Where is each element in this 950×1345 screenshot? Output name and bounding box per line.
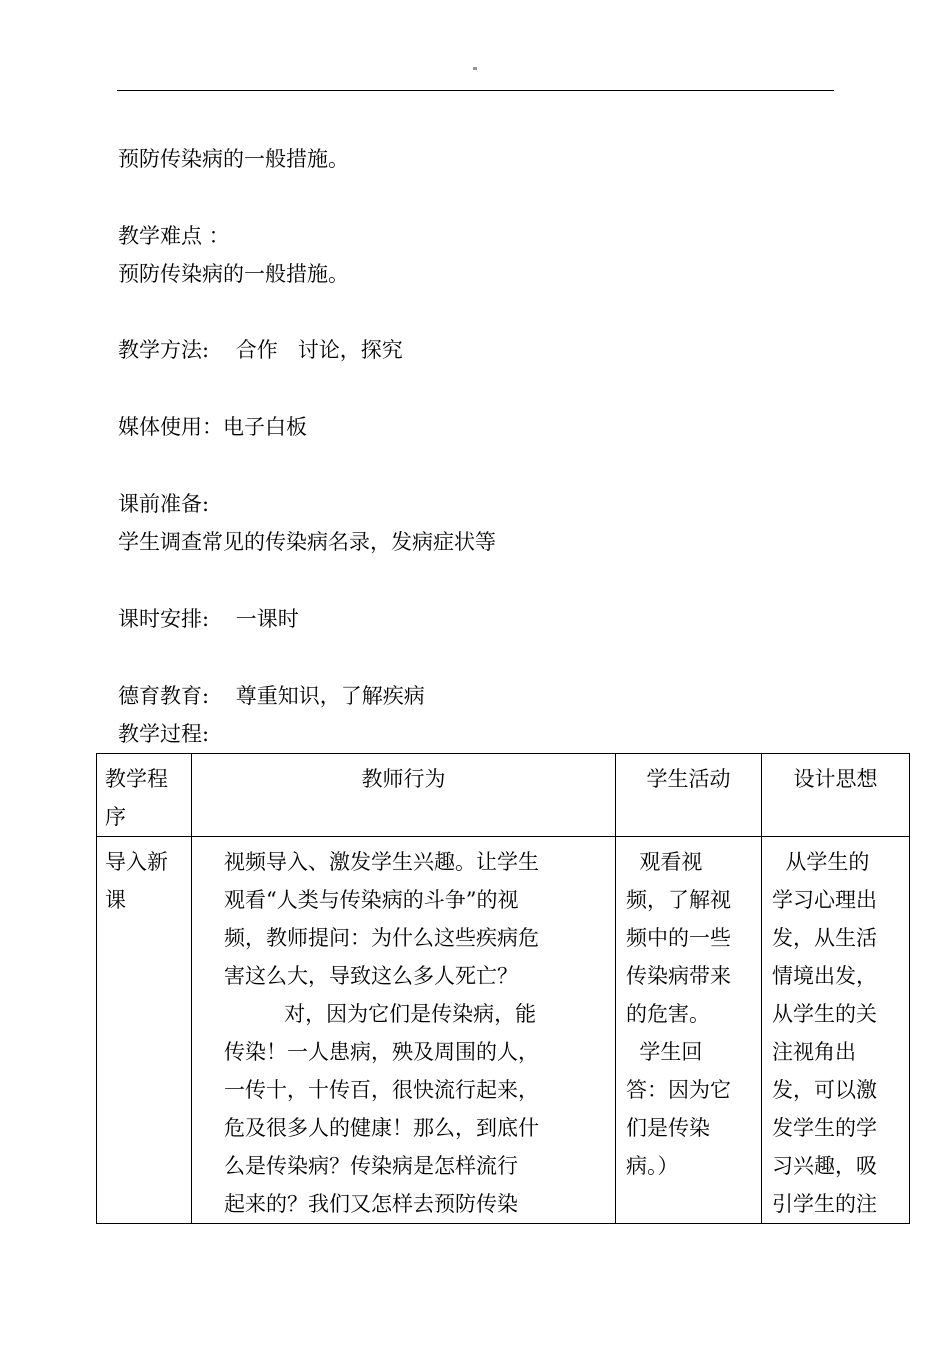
teacher-line: 害这么大，导致这么多人死亡？	[224, 964, 518, 988]
design-line: 情境出发，	[772, 964, 877, 988]
student-line: 频，了解视	[626, 888, 731, 912]
prep-label: 课前准备:	[118, 492, 210, 516]
header-mark: "	[472, 65, 478, 78]
student-line: 的危害。	[626, 1002, 710, 1026]
design-line: 从学生的关	[772, 1002, 877, 1026]
process-table	[96, 753, 910, 1224]
table-header-row	[97, 754, 910, 837]
design-line: 发，可以激	[772, 1078, 877, 1102]
header-teacher-label: 教师行为	[361, 767, 446, 791]
teacher-cell	[192, 837, 616, 1224]
teacher-line: 么是传染病？传染病是怎样流行	[224, 1154, 518, 1178]
difficulty-text: 预防传染病的一般措施。	[118, 262, 349, 286]
teacher-line: 观看“人类与传染病的斗争”的视	[224, 888, 519, 912]
design-line: 学习心理出	[772, 888, 877, 912]
design-line: 引学生的注	[772, 1192, 877, 1216]
schedule-line: 课时安排: 一课时	[118, 607, 299, 631]
student-cell	[616, 837, 762, 1224]
media-line: 媒体使用：电子白板	[118, 415, 307, 439]
student-line: 病。）	[626, 1154, 679, 1178]
difficulty-label: 教学难点 ：	[118, 224, 230, 248]
design-line: 发，从生活	[772, 926, 877, 950]
step-line: 导入新	[105, 850, 168, 874]
teacher-line: 频，教师提问：为什么这些疾病危	[224, 926, 539, 950]
moral-line: 德育教育: 尊重知识，了解疾病	[118, 684, 425, 708]
teacher-line: 视频导入、激发学生兴趣。让学生	[224, 850, 539, 874]
header-teacher	[192, 754, 616, 837]
header-design-label: 设计思想	[793, 767, 878, 791]
student-line: 传染病带来	[626, 964, 731, 988]
header-rule	[117, 90, 834, 91]
header-step-line: 序	[105, 805, 126, 829]
teacher-line: 起来的？我们又怎样去预防传染	[224, 1192, 518, 1216]
student-line: 学生回	[626, 1040, 703, 1064]
teacher-line: 一传十，十传百，很快流行起来，	[224, 1078, 539, 1102]
design-line: 发学生的学	[772, 1116, 877, 1140]
teacher-line: 危及很多人的健康！那么，到底什	[224, 1116, 539, 1140]
student-line: 答：因为它	[626, 1078, 731, 1102]
method-line: 教学方法: 合作 讨论，探究	[118, 338, 403, 362]
design-line: 注视角出	[772, 1040, 856, 1064]
student-line: 观看视	[626, 850, 703, 874]
header-student-label: 学生活动	[646, 767, 731, 791]
prep-text: 学生调查常见的传染病名录，发病症状等	[118, 530, 496, 554]
student-line: 们是传染	[626, 1116, 710, 1140]
step-line: 课	[105, 888, 126, 912]
focus-text: 预防传染病的一般措施。	[118, 147, 349, 171]
header-step	[97, 754, 192, 837]
teacher-line: 传染！一人患病，殃及周围的人，	[224, 1040, 539, 1064]
header-step-line: 教学程	[105, 767, 168, 791]
step-cell	[97, 837, 192, 1224]
table-row	[97, 837, 910, 1224]
design-line: 习兴趣，吸	[772, 1154, 877, 1178]
header-student	[616, 754, 762, 837]
design-cell	[762, 837, 910, 1224]
design-line: 从学生的	[772, 850, 870, 874]
student-line: 频中的一些	[626, 926, 731, 950]
process-label: 教学过程:	[118, 722, 210, 746]
header-design	[762, 754, 910, 837]
teacher-line: 对，因为它们是传染病，能	[224, 1002, 537, 1026]
